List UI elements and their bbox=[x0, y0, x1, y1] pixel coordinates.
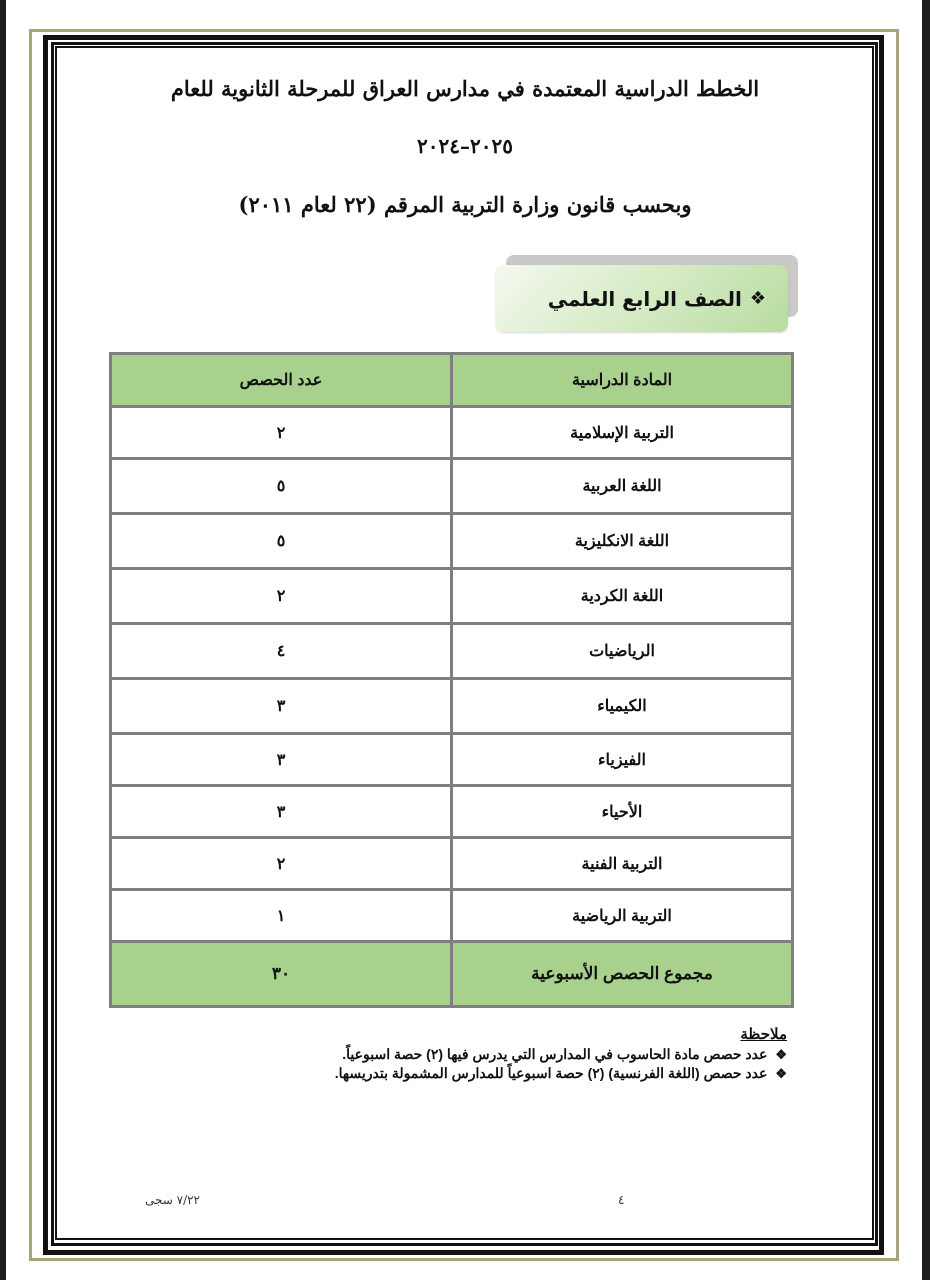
table-row bbox=[111, 679, 793, 734]
subject-cell: التربية الفنية bbox=[452, 838, 793, 890]
section-label: الصف الرابع العلمي bbox=[547, 286, 742, 311]
periods-cell: ٥ bbox=[111, 514, 452, 569]
diamond-bullet-icon: ❖ bbox=[749, 288, 766, 309]
periods-cell: ٣ bbox=[111, 734, 452, 786]
diamond-bullet-icon: ❖ bbox=[775, 1047, 787, 1062]
table-row bbox=[111, 514, 793, 569]
periods-cell: ٣ bbox=[111, 786, 452, 838]
right-edge-bar bbox=[922, 0, 930, 1280]
table-row bbox=[111, 569, 793, 624]
subject-cell: التربية الإسلامية bbox=[452, 407, 793, 459]
subject-cell: اللغة الانكليزية bbox=[452, 514, 793, 569]
page-number: ٤ bbox=[618, 1193, 625, 1207]
subject-cell: الرياضيات bbox=[452, 624, 793, 679]
periods-cell: ١ bbox=[111, 890, 452, 942]
footer-code: ٧/٢٢ سجى bbox=[145, 1193, 201, 1207]
periods-cell: ٤ bbox=[111, 624, 452, 679]
subject-cell: التربية الرياضية bbox=[452, 890, 793, 942]
header-subject: المادة الدراسية bbox=[452, 354, 793, 407]
table-row bbox=[111, 624, 793, 679]
academic-year: ٢٠٢٥–٢٠٢٤ bbox=[417, 134, 513, 158]
table-row bbox=[111, 786, 793, 838]
left-edge-bar bbox=[0, 0, 6, 1280]
subject-cell: اللغة العربية bbox=[452, 459, 793, 514]
subject-cell: اللغة الكردية bbox=[452, 569, 793, 624]
table-row bbox=[111, 407, 793, 459]
diamond-bullet-icon: ❖ bbox=[775, 1066, 787, 1081]
note-item bbox=[200, 1064, 787, 1083]
periods-cell: ٢ bbox=[111, 407, 452, 459]
document-title: الخطط الدراسية المعتمدة في مدارس العراق للمرحلة الثانوية للعام bbox=[170, 76, 760, 101]
total-row bbox=[111, 942, 793, 1007]
notes-section bbox=[200, 1025, 787, 1083]
note-text: عدد حصص (اللغة الفرنسية) (٢) حصة اسبوعياً للمدارس المشمولة بتدريسها. bbox=[334, 1065, 768, 1081]
table-row bbox=[111, 734, 793, 786]
note-text: عدد حصص مادة الحاسوب في المدارس التي يدرس فيها (٢) حصة اسبوعياً. bbox=[342, 1046, 768, 1062]
law-reference: وبحسب قانون وزارة التربية المرقم (٢٢ لعام ٢٠١١) bbox=[238, 192, 692, 217]
periods-cell: ٢ bbox=[111, 838, 452, 890]
periods-cell: ٢ bbox=[111, 569, 452, 624]
table-row bbox=[111, 459, 793, 514]
periods-cell: ٥ bbox=[111, 459, 452, 514]
total-value: ٣٠ bbox=[111, 942, 452, 1007]
table-header-row bbox=[111, 354, 793, 407]
subject-cell: الكيمياء bbox=[452, 679, 793, 734]
study-plan-table bbox=[109, 352, 794, 1008]
section-heading bbox=[496, 265, 788, 332]
subject-cell: الفيزياء bbox=[452, 734, 793, 786]
total-label: مجموع الحصص الأسبوعية bbox=[452, 942, 793, 1007]
subject-cell: الأحياء bbox=[452, 786, 793, 838]
note-item bbox=[200, 1045, 787, 1064]
notes-title: ملاحظة bbox=[740, 1026, 787, 1043]
header-periods: عدد الحصص bbox=[111, 354, 452, 407]
table-row bbox=[111, 838, 793, 890]
table-row bbox=[111, 890, 793, 942]
periods-cell: ٣ bbox=[111, 679, 452, 734]
